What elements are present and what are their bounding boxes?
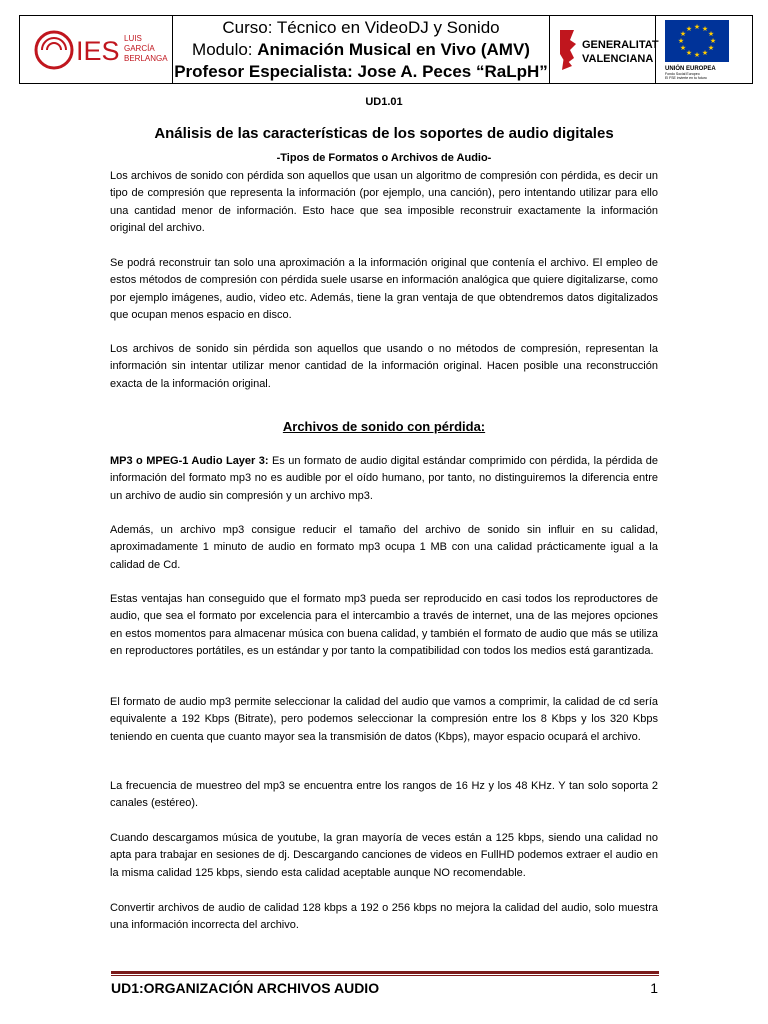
module-line: Modulo: Animación Musical en Vivo (AMV) <box>192 39 530 59</box>
course-line: Curso: Técnico en VideoDJ y Sonido <box>222 17 500 37</box>
svg-text:★: ★ <box>701 25 709 33</box>
document-header <box>19 15 753 84</box>
ies-logo-letters: IES <box>76 36 120 66</box>
footer-title: UD1:ORGANIZACIÓN ARCHIVOS AUDIO <box>111 980 380 996</box>
teacher-line: Profesor Especialista: Jose A. Peces “RaLpH” <box>174 61 548 81</box>
mp3-definition <box>110 453 658 505</box>
eu-flag-logo <box>661 20 749 80</box>
svg-text:★: ★ <box>693 51 701 59</box>
paragraph: Además, un archivo mp3 consigue reducir el tamaño del archivo de sonido sin influir en su calidad, aproximadamente 1 minuto de audio en formato mp3 ocupa 1 MB con una calidad prácticamente igual a la calidad de Cd. <box>110 524 658 571</box>
eu-logo-line2: Fondo Social Europeo <box>665 72 700 76</box>
paragraph: Estas ventajas han conseguido que el formato mp3 pueda ser reproducido en casi todos los reproductores de audio, que sea el formato por excelencia para el intercambio a través de internet, una de las mejores opciones en estos momentos para almacenar música con buena calidad, y también el formato de audio que más se utiliza en reproductores portátiles, es un estándar y por tanto la compatibilidad con todos los medios está garantizada. <box>110 593 658 658</box>
unit-code: UD1.01 <box>365 96 403 108</box>
svg-text:★: ★ <box>679 44 687 52</box>
generalitat-logo-line1: GENERALITAT <box>582 39 659 51</box>
paragraph: Los archivos de sonido con pérdida son aquellos que usan un algoritmo de compresión con pérdida, es decir un tipo de compresión que representa la información (por ejemplo, una canción), pero intentando utilizar para ello una cantidad menor de información. Esto hace que sea imposible reconstruir exactamente la información original del archivo. <box>110 170 658 235</box>
eu-logo-cell <box>655 16 752 83</box>
svg-text:★: ★ <box>701 49 709 57</box>
mp3-term: MP3 o MPEG-1 Audio Layer 3: <box>110 455 269 467</box>
paragraph: Se podrá reconstruir tan solo una aproximación a la información original que contenía el archivo. El empleo de estos métodos de compresión con pérdida suele usarse en información analógica que quiere digitalizarse, como por ejemplo imágenes, audio, video etc. Además, tiene la gran ventaja de que obtendremos datos digitalizados que ocupan menos espacio en disco. <box>110 257 658 322</box>
footer-rule-thin <box>111 975 659 976</box>
ies-logo-line3: BERLANGA <box>124 54 168 63</box>
ies-logo <box>32 26 168 74</box>
course-info <box>172 16 549 83</box>
paragraph: Convertir archivos de audio de calidad 128 kbps a 192 o 256 kbps no mejora la calidad del audio, solo muestra una información incorrecta del archivo. <box>110 902 658 932</box>
paragraph: El formato de audio mp3 permite seleccionar la calidad del audio que vamos a comprimir, la calidad de cd sería equivalente a 192 Kbps (Bitrate), pero podemos seleccionar la compresión entre los 8 Kbps y los 320 Kbps teniendo en cuenta que cuanto mayor sea la transmisión de datos (Kbps), mayor espacio ocupará el archivo. <box>110 696 658 743</box>
svg-text:★: ★ <box>693 23 701 31</box>
footer-rule <box>111 971 659 974</box>
ies-logo-cell <box>20 16 172 83</box>
svg-text:★: ★ <box>709 37 717 45</box>
svg-text:★: ★ <box>677 37 685 45</box>
paragraph: La frecuencia de muestreo del mp3 se encuentra entre los rangos de 16 Hz y los 48 KHz. Y tan solo soporta 2 canales (estéreo). <box>110 780 658 810</box>
generalitat-logo-line2: VALENCIANA <box>582 53 654 65</box>
mp3-text: Es un formato de audio digital estándar comprimido con pérdida, la pérdida de información del formato mp3 no es audible por el oído humano, por tanto, no distinguiremos la diferencia entre un archivo de audio sin compresión y un archivo mp3. <box>110 455 658 502</box>
document-title: Análisis de las características de los soportes de audio digitales <box>154 125 614 142</box>
generalitat-logo <box>556 26 659 74</box>
eu-logo-line3: El FSE invierte en tu futuro <box>665 76 707 80</box>
paragraph: Los archivos de sonido sin pérdida son aquellos que usando o no métodos de compresión, representan la información sin intentar utilizar menor cantidad de la información original. Hacen posible una reconstrucción exacta de la información original. <box>110 343 658 390</box>
svg-text:★: ★ <box>707 30 715 38</box>
eu-logo-line1: UNIÓN EUROPEA <box>665 66 716 72</box>
svg-text:★: ★ <box>679 30 687 38</box>
ies-logo-line1: LUIS <box>124 34 142 43</box>
section-heading: Archivos de sonido con pérdida: <box>282 419 486 434</box>
svg-text:★: ★ <box>685 49 693 57</box>
ies-logo-line2: GARCÍA <box>124 44 155 53</box>
page-number: 1 <box>650 980 658 996</box>
document-subtitle: -Tipos de Formatos o Archivos de Audio- <box>276 152 492 164</box>
svg-text:★: ★ <box>707 44 715 52</box>
svg-text:★: ★ <box>685 25 693 33</box>
generalitat-logo-cell <box>549 16 659 83</box>
paragraph: Cuando descargamos música de youtube, la gran mayoría de veces están a 125 kbps, siendo una calidad no apta para trabajar en sesiones de dj. Descargando canciones de videos en FullHD podemos extraer el audio en la misma calidad 125 kbps, siendo esta calidad aceptable aunque NO recomendable. <box>110 832 658 879</box>
